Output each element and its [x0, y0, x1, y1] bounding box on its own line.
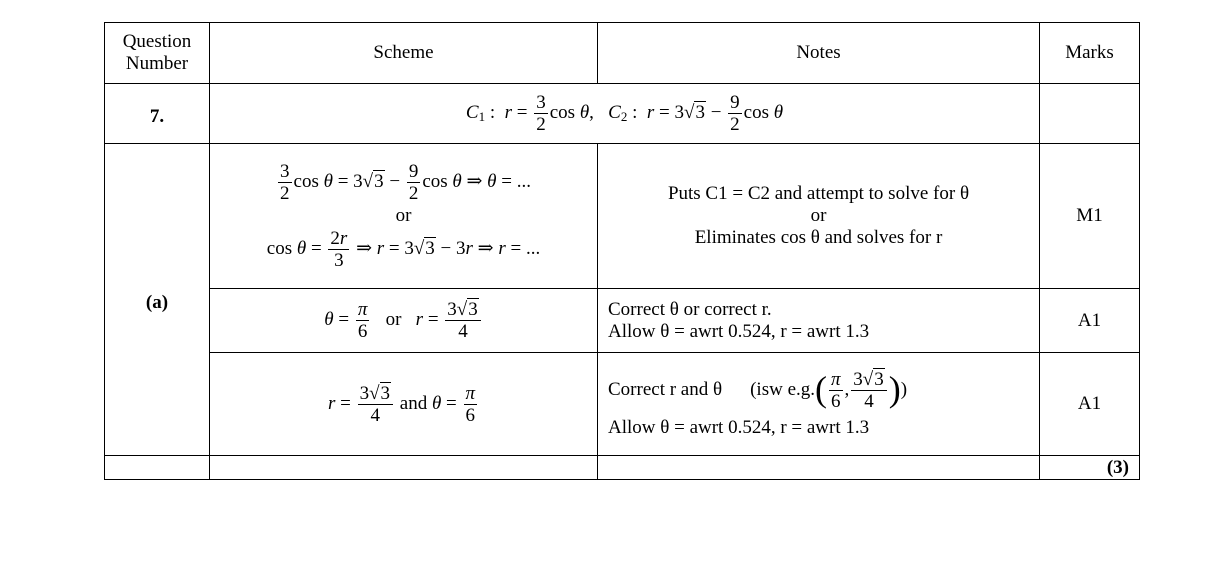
notes-3-line2: Allow θ = awrt 0.524, r = awrt 1.3 [608, 416, 870, 438]
part-label: (a) [105, 144, 210, 456]
curve-definitions: $C_1$ : r = $\frac{3}{2}$ cos θ, $C_2$ : r = 3√3 − $\frac{9}{2}$ cos θ [210, 84, 1040, 144]
scheme-working-1: $\frac{3}{2}$ cos θ = 3√3 − $\frac{9}{2}$ cos θ ⇒ θ = ... or cos θ = $\frac{2r}{3}$ ⇒ r = 3√3 − 3r ⇒ r = ... [210, 144, 598, 289]
header-scheme: Scheme [210, 23, 598, 84]
notes-3: Correct r and θ (isw e.g. ( $\frac{\pi}{6}$ , $\frac{3√3}{4}$ ) ) Allow θ = awrt 0.524, r = awrt 1.3 [598, 353, 1040, 456]
mark-2: A1 [1040, 289, 1140, 353]
question-number: 7. [105, 84, 210, 144]
scheme-and: and [399, 392, 428, 414]
question-row [105, 84, 1140, 144]
total-empty-3 [598, 456, 1040, 480]
notes-3-isw: (isw e.g. [750, 379, 815, 401]
scheme-row-2 [105, 289, 1140, 353]
scheme-row-1 [105, 144, 1140, 289]
mark-3: A1 [1040, 353, 1140, 456]
notes-1-line1: Puts C1 = C2 and attempt to solve for θ [667, 183, 970, 205]
total-row [105, 456, 1140, 480]
scheme-or: or [395, 205, 412, 227]
scheme-working-2: θ = $\frac{\pi}{6}$ or r = $\frac{3√3}{4}$ [210, 289, 598, 353]
question-marks-empty [1040, 84, 1140, 144]
notes-1 [598, 144, 1040, 289]
scheme-working-3: r = $\frac{3√3}{4}$ and θ = $\frac{\pi}{6}$ [210, 353, 598, 456]
notes-2-line1: Correct θ or correct r. [608, 298, 772, 320]
notes-1-line2: or [810, 205, 827, 227]
header-row [105, 23, 1140, 84]
header-question-number: Question Number [105, 23, 210, 84]
scheme-row-3 [105, 353, 1140, 456]
header-marks: Marks [1040, 23, 1140, 84]
notes-2 [598, 289, 1040, 353]
total-empty-2 [210, 456, 598, 480]
total-marks: (3) [1040, 456, 1140, 480]
mark-1: M1 [1040, 144, 1140, 289]
total-empty-1 [105, 456, 210, 480]
mark-scheme-table [104, 22, 1140, 480]
notes-3-line1: Correct r and θ [608, 379, 723, 401]
notes-2-line2: Allow θ = awrt 0.524, r = awrt 1.3 [608, 320, 870, 342]
scheme-or-inline: or [385, 308, 402, 330]
header-notes: Notes [598, 23, 1040, 84]
notes-1-line3: Eliminates cos θ and solves for r [694, 226, 943, 248]
